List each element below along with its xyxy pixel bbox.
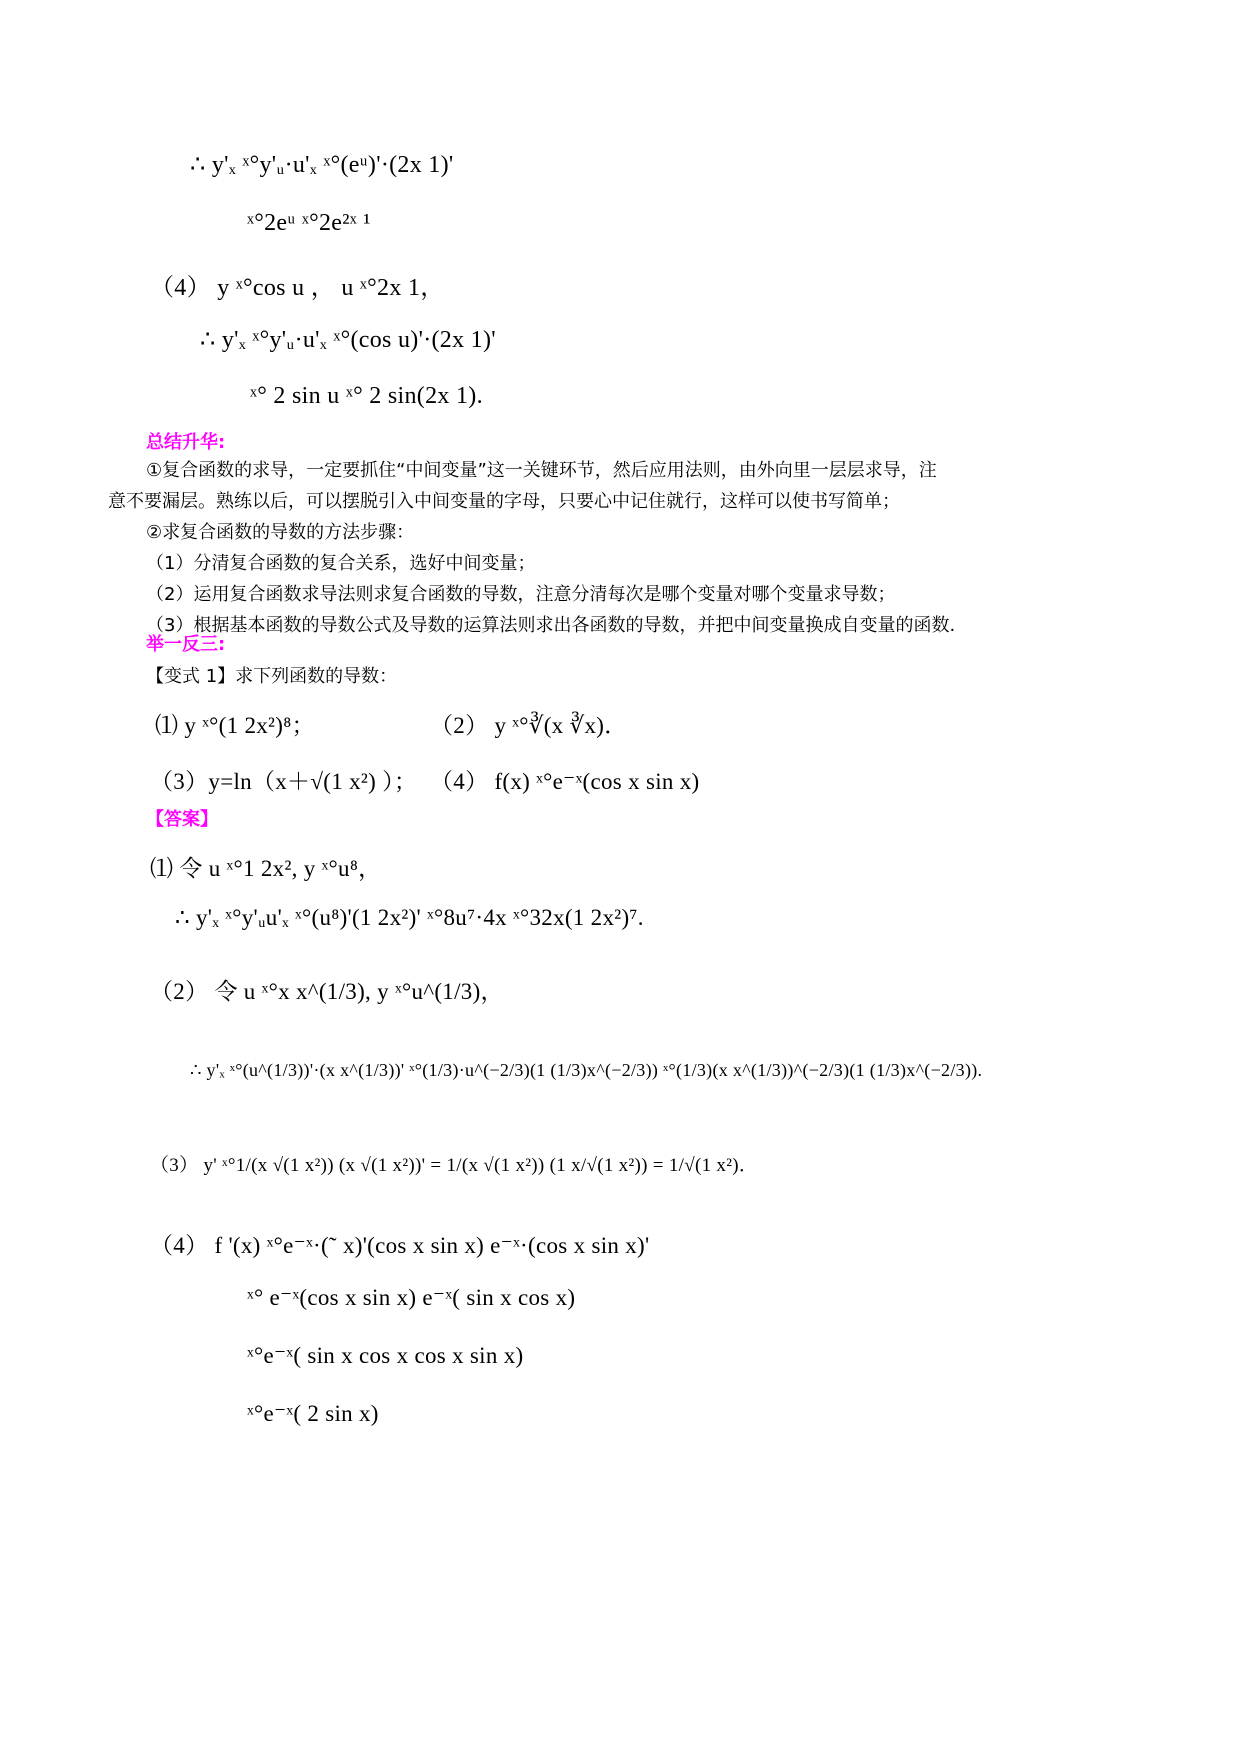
answer-1-line1: ⑴ 令 u ˣ°1 2x², y ˣ°u⁸， <box>150 856 382 881</box>
summary-paragraph-1b: 意不要漏层。熟练以后，可以摆脱引入中间变量的字母，只要心中记住就行，这样可以使书写简单； <box>108 491 900 512</box>
item4-line1: （4） y ˣ°cos u ， u ˣ°2x 1， <box>150 275 445 301</box>
item4-line3: ˣ° 2 sin u ˣ° 2 sin(2x 1). <box>250 383 483 409</box>
summary-step-2: （2）运用复合函数求导法则求复合函数的导数，注意分清每次是哪个变量对哪个变量求导数； <box>146 584 896 605</box>
answer-2-line1: （2） 令 u ˣ°x x^(1/3), y ˣ°u^(1/3)， <box>150 979 504 1004</box>
answer-3: （3） y' ˣ°1/(x √(1 x²)) (x √(1 x²))' = 1/(x √(1 x²)) (1 x/√(1 x²)) = 1/√(1 x²)． <box>150 1155 759 1176</box>
question-4: （4） f(x) ˣ°e⁻ˣ(cos x sin x) <box>430 769 700 794</box>
variant-title: 【变式 1】求下列函数的导数： <box>146 666 398 687</box>
answer-4-line1: （4） f '(x) ˣ°e⁻ˣ·(˜ x)'(cos x sin x) e⁻ˣ·(cos x sin x)' <box>150 1233 650 1258</box>
summary-paragraph-2: ②求复合函数的导数的方法步骤： <box>146 522 415 543</box>
answer-2-line2: ∴ y'ₓ ˣ°(u^(1/3))'·(x x^(1/3))' ˣ°(1/3)·u^(−2/3)(1 (1/3)x^(−2/3)) ˣ°(1/3)(x x^(1/3))^(−2/3)(1 (1/3)x^(−2/3)). <box>190 1060 983 1080</box>
summary-heading: 总结升华: <box>146 432 226 453</box>
answer-4-line4: ˣ°e⁻ˣ( 2 sin x) <box>247 1401 379 1426</box>
question-3: （3）y=ln（x＋√(1 x²) ）； <box>150 769 418 794</box>
question-1: ⑴ y ˣ°(1 2x²)⁸； <box>155 713 315 738</box>
summary-paragraph-1: ①复合函数的求导，一定要抓住“中间变量”这一关键环节，然后应用法则，由外向里一层层求导，注 <box>146 460 937 481</box>
summary-body <box>108 455 955 641</box>
answer-1-line2: ∴ y'ₓ ˣ°y'ᵤu'ₓ ˣ°(u⁸)'(1 2x²)' ˣ°8u⁷·4x ˣ°32x(1 2x²)⁷. <box>175 905 644 930</box>
item4-line2: ∴ y'ₓ ˣ°y'ᵤ·u'ₓ ˣ°(cos u)'·(2x 1)' <box>200 327 496 353</box>
question-2: （2） y ˣ°∛(x ∛x)． <box>430 713 628 738</box>
summary-step-3: （3）根据基本函数的导数公式及导数的运算法则求出各函数的导数，并把中间变量换成自变量的函数. <box>146 615 956 636</box>
summary-step-1: （1）分清复合函数的复合关系，选好中间变量； <box>146 553 536 574</box>
answer-4-line2: ˣ° e⁻ˣ(cos x sin x) e⁻ˣ( sin x cos x) <box>247 1285 576 1310</box>
practice-heading: 举一反三: <box>146 634 226 655</box>
answer-4-line3: ˣ°e⁻ˣ( sin x cos x cos x sin x) <box>247 1343 524 1368</box>
derivation-top-line1: ∴ y'ₓ ˣ°y'ᵤ·u'ₓ ˣ°(eᵘ)'·(2x 1)' <box>190 152 454 178</box>
derivation-top-line2: ˣ°2eᵘ ˣ°2e²ˣ ¹ <box>247 210 371 236</box>
answer-heading: 【答案】 <box>146 809 218 830</box>
